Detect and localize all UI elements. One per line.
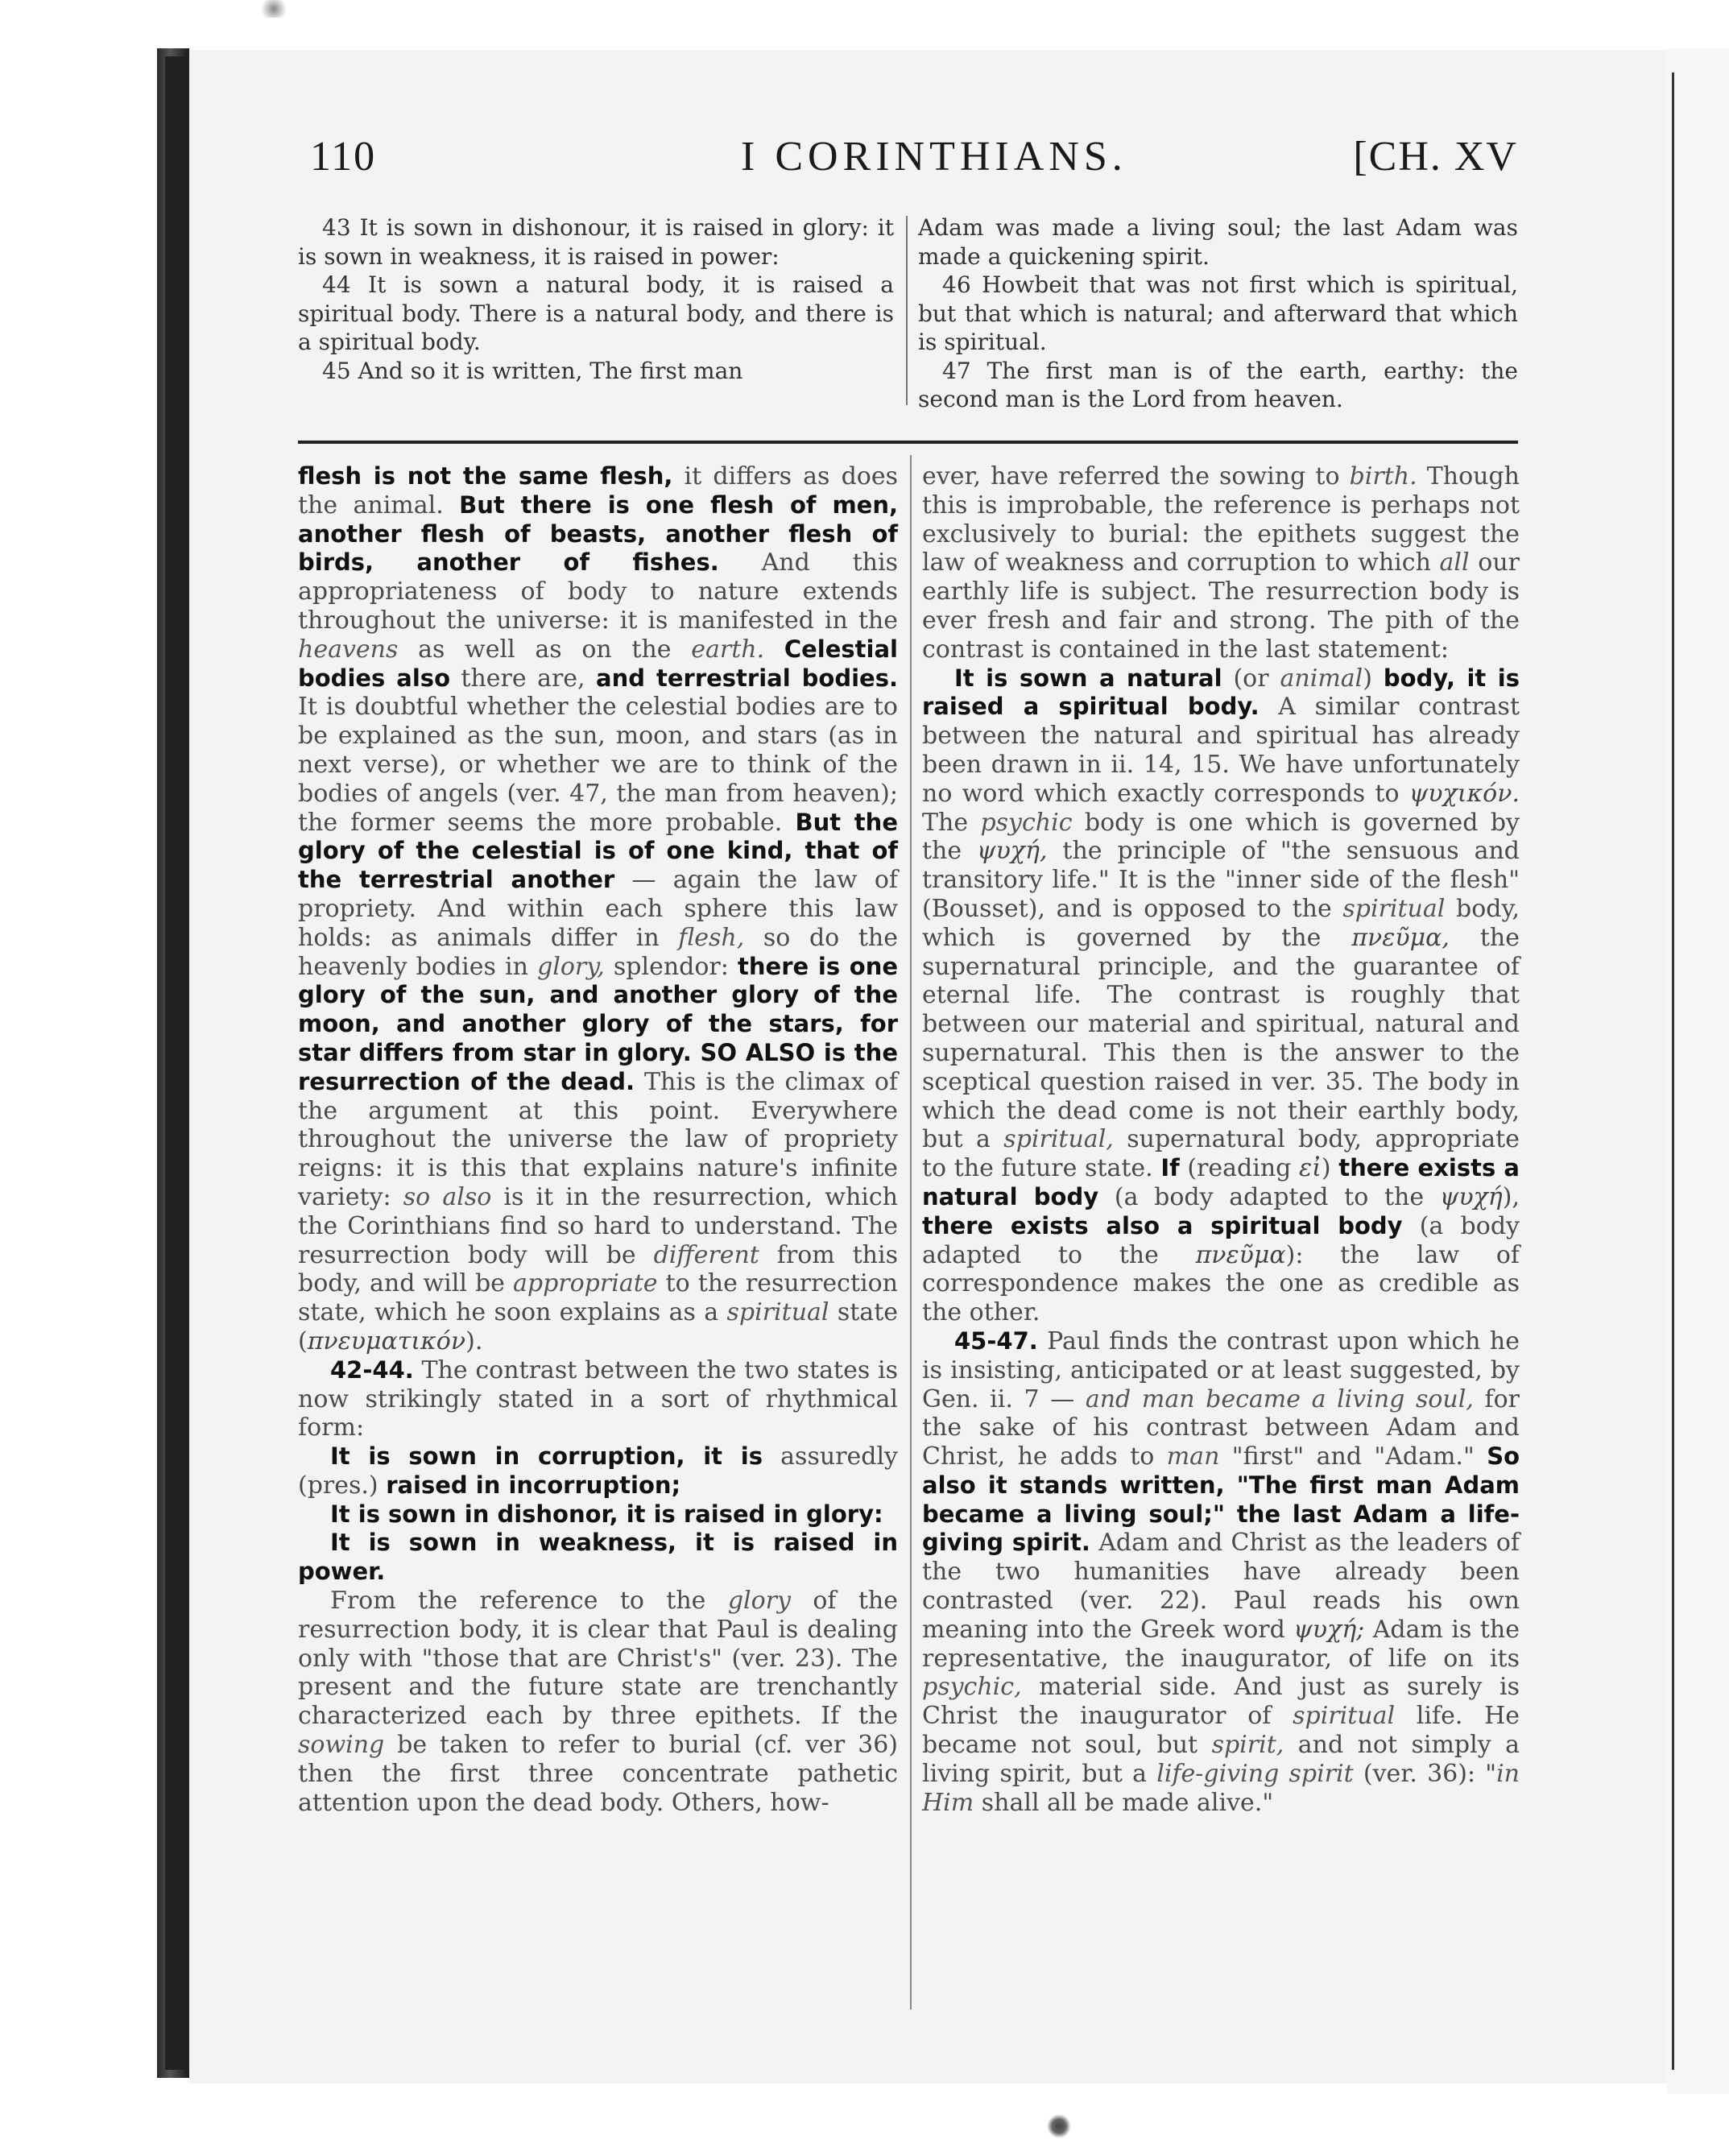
verse-45-start: 45 And so it is written, The first man: [322, 357, 743, 384]
page-edge-line: [1672, 72, 1674, 2070]
commentary-paragraph: ever, have referred the sowing to birth. Though this is improbable, the reference is perhaps not exclusively to burial: the epithets suggest the law of weakness and corruption to which all our earthly life is subject. The resurrection body is ever fresh and fair and strong. The pith of the contrast is contained in the last statement:: [922, 462, 1520, 664]
rhythmic-line: It is sown in corruption, it is assuredly (pres.) raised in incorruption;: [298, 1442, 898, 1500]
rhythmic-line: It is sown in weakness, it is raised in power.: [298, 1529, 898, 1586]
page-smudge-top: [258, 0, 290, 18]
ink-smudge: [1047, 2114, 1071, 2138]
running-title: I CORINTHIANS.: [741, 134, 1127, 180]
commentary-left-column: [298, 462, 898, 1817]
running-header: [310, 133, 1518, 189]
scripture-verses-right: [918, 213, 1518, 414]
verse-46: 46 Howbeit that was not first which is spiritual, but that which is natural; and afterward that which is spiritual.: [918, 271, 1518, 355]
section-rule: [298, 441, 1518, 444]
rhythmic-line: It is sown in dishonor, it is raised in glory:: [330, 1500, 883, 1528]
commentary-paragraph: flesh is not the same flesh, it differs as does the animal. But there is one flesh of men, another flesh of beasts, another flesh of birds, another of fishes. And this appropriateness of body to nature extends throughout the universe: it is manifested in the heavens as well as on the earth. Celestial bodies also there are, and terrestrial bodies. It is doubtful whether the celestial bodies are to be explained as the sun, moon, and stars (as in next verse), or whether we are to think of the bodies of angels (ver. 47, the man from heaven); the former seems the more probable. But the glory of the celestial is of one kind, that of the terrestrial another — again the law of propriety. And within each sphere this law holds: as animals differ in flesh, so do the heavenly bodies in glory, splendor: there is one glory of the sun, and another glory of the moon, and another glory of the stars, for star differs from star in glory. SO ALSO is the resurrection of the dead. This is the climax of the argument at this point. Everywhere throughout the universe the law of propriety reigns: it is this that explains nature's infinite variety: so also is it in the resurrection, which the Corinthians find so hard to understand. The resurrection body will be different from this body, and will be appropriate to the resurrection state, which he soon explains as a spiritual state (πνευματικόν).: [298, 462, 899, 1355]
verse-43: 43 It is sown in dishonour, it is raised in glory: it is sown in weakness, it is raised in power:: [298, 214, 894, 270]
commentary-paragraph: 42-44. The contrast between the two states is now strikingly stated in a sort of rhythmical form:: [298, 1355, 898, 1442]
commentary-paragraph: 45-47. Paul finds the contrast upon which he is insisting, anticipated or at least suggested, by Gen. ii. 7 — and man became a living soul, for the sake of his contrast between Adam and Christ, he adds to man "first" and "Adam." So also it stands written, "The first man Adam became a living soul;" the last Adam a life-giving spirit. Adam and Christ as the leaders of the two humanities have already been contrasted (ver. 22). Paul reads his own meaning into the Greek word ψυχή; Adam is the representative, the inaugurator, of life on its psychic, material side. And just as surely is Christ the inaugurator of spiritual life. He became not soul, but spirit, and not simply a living spirit, but a life-giving spirit (ver. 36): "in Him shall all be made alive.": [922, 1326, 1520, 1817]
facing-page-edge: [1667, 48, 1729, 2094]
commentary-paragraph: From the reference to the glory of the resurrection body, it is clear that Paul is dealing only with "those that are Christ's" (ver. 23). The present and the future state are trenchantly characterized each by three epithets. If the sowing be taken to refer to burial (cf. ver 36) then the first three concentrate pathetic attention upon the dead body. Others, how-: [298, 1587, 898, 1817]
verse-column-divider: [906, 216, 908, 405]
scripture-verses-left: [298, 213, 894, 385]
commentary-right-column: [922, 462, 1520, 1817]
chapter-label: [CH. XV: [1353, 134, 1518, 180]
page-number: 110: [310, 134, 377, 180]
commentary-column-divider: [910, 455, 912, 2009]
verse-47: 47 The first man is of the earth, earthy: the second man is the Lord from heaven.: [918, 357, 1518, 412]
verse-45-end: Adam was made a living soul; the last Adam was made a quickening spirit.: [918, 214, 1518, 270]
commentary-paragraph: It is sown a natural (or animal) body, it is raised a spiritual body. A similar contrast between the natural and spiritual has already been drawn in ii. 14, 15. We have unfortunately no word which exactly corresponds to ψυχικόν. The psychic body is one which is governed by the ψυχή, the principle of "the sensuous and transitory life." It is the "inner side of the flesh" (Bousset), and is opposed to the spiritual body, which is governed by the πνεῦμα, the supernatural principle, and the guarantee of eternal life. The contrast is roughly that between our material and spiritual, natural and supernatural. This then is the answer to the sceptical question raised in ver. 35. The body in which the dead come is not their earthly body, but a spiritual, supernatural body, appropriate to the future state. If (reading εἰ) there exists a natural body (a body adapted to the ψυχή), there exists also a spiritual body (a body adapted to the πνεῦμα): the law of correspondence makes the one as credible as the other.: [922, 664, 1520, 1327]
book-binding-shadow: [165, 56, 189, 2070]
verse-44: 44 It is sown a natural body, it is raised a spiritual body. There is a natural body, and there is a spiritual body.: [298, 271, 894, 355]
